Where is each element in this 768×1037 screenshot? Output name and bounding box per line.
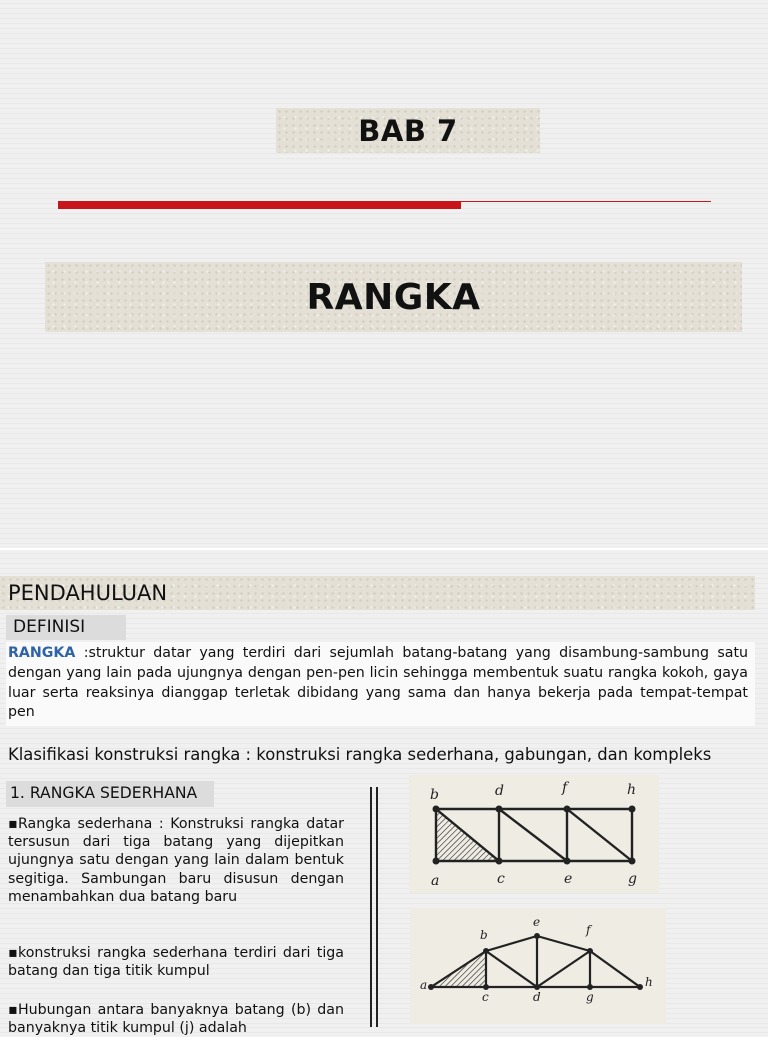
bullet-item bbox=[8, 815, 344, 906]
chapter-banner bbox=[276, 108, 540, 153]
classification-text: Klasifikasi konstruksi rangka : konstruksi rangka sederhana, gabungan, dan kompleks bbox=[8, 745, 712, 764]
bullet-text: konstruksi rangka sederhana terdiri dari tiga batang dan tiga titik kumpul bbox=[8, 945, 344, 980]
node-label: e bbox=[533, 915, 541, 929]
column-divider bbox=[376, 787, 378, 1027]
red-accent-line bbox=[461, 201, 711, 202]
bullet-mark: ▪ bbox=[8, 1002, 18, 1018]
node-label: c bbox=[497, 871, 505, 887]
node-label: f bbox=[562, 780, 568, 796]
chapter-title: BAB 7 bbox=[358, 113, 458, 148]
definition-term: RANGKA bbox=[8, 645, 76, 661]
truss-diagram-rectangular bbox=[409, 775, 659, 893]
truss-diagram-pitched bbox=[410, 908, 666, 1024]
bullet-item bbox=[8, 944, 344, 980]
title-banner bbox=[45, 262, 742, 332]
slide-divider bbox=[0, 548, 768, 550]
node-label: b bbox=[480, 928, 488, 942]
node-label: h bbox=[627, 782, 637, 798]
node-label: b bbox=[430, 787, 439, 803]
node-label: h bbox=[645, 975, 653, 989]
bullet-mark: ▪ bbox=[8, 945, 18, 961]
red-accent-bar bbox=[58, 201, 461, 209]
node-label: g bbox=[628, 871, 637, 887]
node-label: f bbox=[586, 923, 591, 937]
node-label: e bbox=[564, 871, 573, 887]
column-divider bbox=[370, 787, 372, 1027]
bullet-mark: ▪ bbox=[8, 816, 18, 832]
bullet-text: Hubungan antara banyaknya batang (b) dan banyaknya titik kumpul (j) adalah bbox=[8, 1002, 344, 1037]
subsection-title: 1. RANGKA SEDERHANA bbox=[10, 784, 198, 802]
node-label: d bbox=[495, 783, 504, 799]
node-label: c bbox=[482, 990, 489, 1004]
node-label: d bbox=[533, 990, 541, 1004]
node-label: g bbox=[586, 990, 594, 1004]
definition-paragraph bbox=[8, 644, 748, 723]
definition-text: :struktur datar yang terdiri dari sejumlah batang-batang yang disambung-sambung satu dengan yang lain pada ujungnya dengan pen-pen licin sehingga membentuk suatu rangka kokoh, gaya luar serta reaksinya dianggap terletak dibidang yang sama dan hanya bekerja pada tempat-tempat pen bbox=[8, 645, 748, 721]
bullet-item bbox=[8, 1001, 344, 1037]
bullet-text: Rangka sederhana : Konstruksi rangka datar tersusun dari tiga batang yang dijepitkan ujungnya satu dengan yang lain dalam bentuk segitiga. Sambungan baru disusun dengan menambahkan dua batang baru bbox=[8, 816, 344, 905]
section-title: PENDAHULUAN bbox=[8, 581, 168, 605]
slide-title: RANGKA bbox=[306, 276, 481, 318]
definition-label: DEFINISI bbox=[13, 617, 86, 637]
node-label: a bbox=[431, 873, 440, 889]
node-label: a bbox=[420, 978, 428, 992]
